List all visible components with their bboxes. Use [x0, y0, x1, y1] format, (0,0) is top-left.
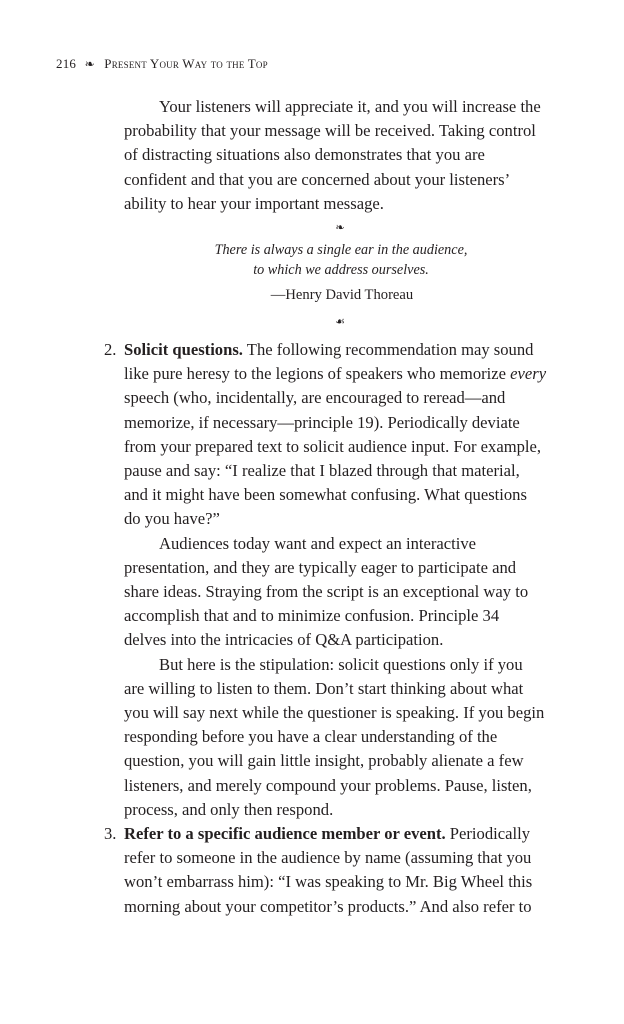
- text-line: process, and only then respond.: [124, 799, 334, 819]
- item-number: 3.: [104, 824, 117, 844]
- text-line: Audiences today want and expect an interactive: [159, 533, 476, 553]
- text-line: and it might have been somewhat confusing. What questions: [124, 485, 527, 505]
- text-line: refer to someone in the audience by name (assuming that you: [124, 848, 532, 868]
- fleuron-top-icon: ❧: [335, 222, 345, 235]
- epigraph-attribution: —Henry David Thoreau: [270, 287, 414, 304]
- text-run: The following recommendation may sound: [242, 340, 534, 360]
- body-text: [104, 95, 572, 919]
- running-head: [56, 56, 268, 72]
- text-line: pause and say: “I realize that I blazed through that material,: [124, 461, 520, 481]
- list-item-2: [104, 338, 572, 822]
- text-line: presentation, and they are typically eager to participate and: [124, 557, 517, 577]
- text-line: morning about your competitor’s products.” And also refer to: [124, 896, 532, 916]
- fleuron-icon: ❧: [84, 57, 95, 71]
- text-line: speech (who, incidentally, are encouraged to reread—and: [124, 388, 506, 408]
- text-line: Your listeners will appreciate it, and you will increase the: [159, 97, 541, 116]
- paragraph-continuation: [124, 95, 572, 216]
- text-line: listeners, and merely compound your problems. Pause, listen,: [124, 775, 532, 795]
- item-heading: Solicit questions.: [124, 340, 243, 360]
- item-number: 2.: [104, 340, 117, 360]
- book-title: Present Your Way to the Top: [104, 56, 268, 71]
- page-number: 216: [56, 56, 77, 71]
- epigraph-line: There is always a single ear in the audience,: [214, 242, 468, 259]
- list-item-3: [104, 822, 572, 919]
- text-line: of distracting situations also demonstrates that you are: [124, 145, 485, 165]
- text-run: like pure heresy to the legions of speakers who memorize: [124, 364, 511, 384]
- text-line: But here is the stipulation: solicit questions only if you: [159, 654, 523, 674]
- text-line: delves into the intricacies of Q&A participation.: [124, 630, 444, 650]
- text-line: confident and that you are concerned about your listeners’: [124, 169, 511, 189]
- text-line: question, you will gain little insight, probably alienate a few: [124, 751, 524, 771]
- text-line: memorize, if necessary—principle 19). Periodically deviate: [124, 412, 520, 432]
- epigraph-block: [124, 216, 572, 338]
- text-line: do you have?”: [124, 509, 220, 529]
- text-line: responding before you have a clear understanding of the: [124, 727, 498, 747]
- text-line: share ideas. Straying from the script is an exceptional way to: [124, 582, 529, 602]
- emphasis-every: every: [510, 364, 547, 384]
- epigraph-line: to which we address ourselves.: [253, 262, 429, 279]
- fleuron-bottom-icon: ☙: [335, 316, 345, 329]
- text-run: Periodically: [445, 824, 530, 844]
- text-line: probability that your message will be received. Taking control: [124, 121, 536, 141]
- text-line: ability to hear your important message.: [124, 193, 384, 213]
- text-line: accomplish that and to minimize confusion. Principle 34: [124, 606, 500, 626]
- text-line: from your prepared text to solicit audience input. For example,: [124, 436, 542, 456]
- text-line: won’t embarrass him): “I was speaking to Mr. Big Wheel this: [124, 872, 533, 892]
- item-heading: Refer to a specific audience member or event.: [124, 824, 446, 844]
- text-line: are willing to listen to them. Don’t start thinking about what: [124, 678, 524, 698]
- text-line: you will say next while the questioner is speaking. If you begin: [124, 703, 545, 723]
